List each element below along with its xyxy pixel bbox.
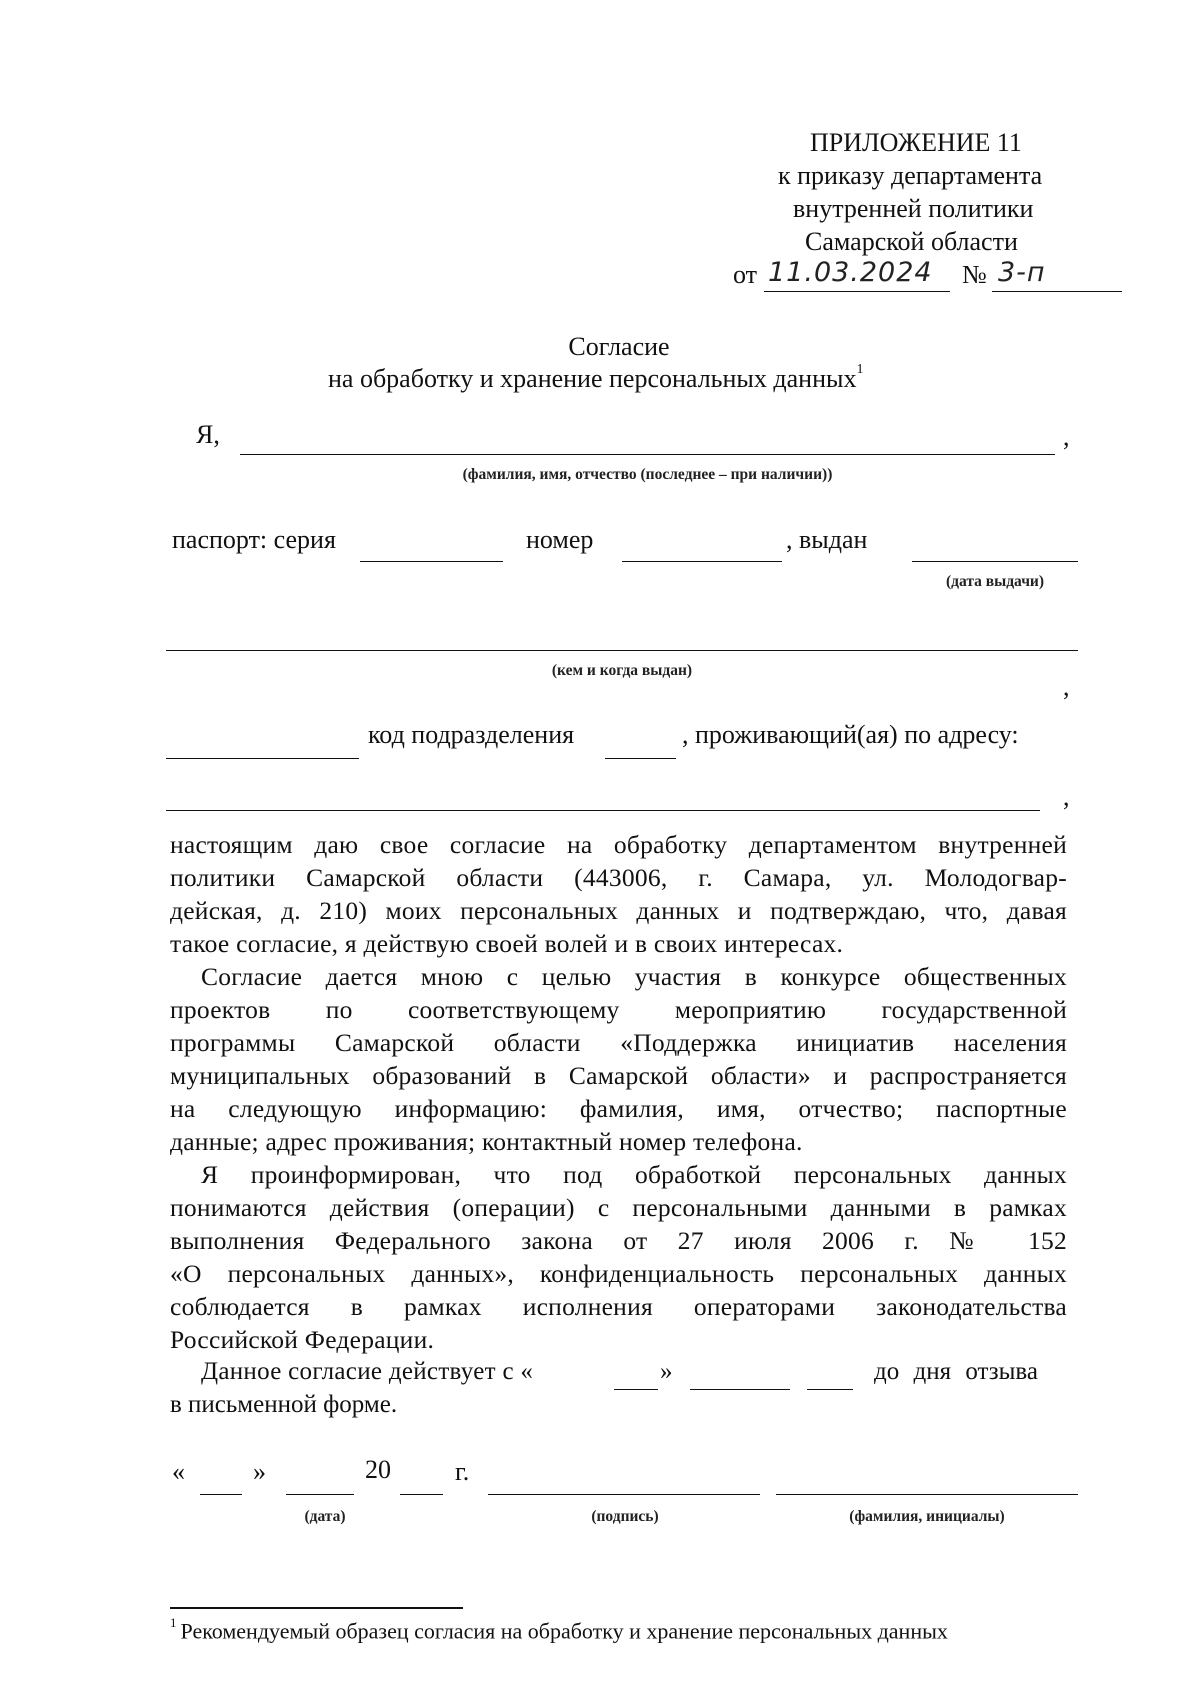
footnote-separator	[170, 1607, 463, 1609]
order-number-prefix: №	[962, 260, 987, 289]
passport-number-line[interactable]	[622, 561, 782, 562]
issue-date-line[interactable]	[912, 561, 1078, 562]
header-line-2: внутренней политики	[793, 194, 1034, 223]
body-p2-line-4: муниципальных образований в Самарской области» и распространяется	[170, 1061, 1067, 1090]
passport-issued-label: , выдан	[786, 525, 868, 554]
body-p2-line-1: Согласие дается мною с целью участия в конкурсе общественных	[201, 962, 1067, 991]
issued-by-line[interactable]	[166, 650, 1078, 651]
validity-until: до дня отзыва	[874, 1358, 1038, 1385]
body-p3-line-4: «О персональных данных», конфиденциальность персональных данных	[170, 1259, 1067, 1288]
name-initials-line[interactable]	[776, 1494, 1078, 1495]
footnote-mark: 1	[170, 1615, 177, 1630]
passport-series-label: паспорт: серия	[172, 525, 336, 554]
body-p2-line-5: на следующую информацию: фамилия, имя, отчество; паспортные	[170, 1094, 1067, 1123]
sign-year-prefix: 20	[365, 1455, 391, 1484]
i-label: Я,	[196, 420, 220, 449]
body-p1-line-4: такое согласие, я действую своей волей и в своих интересах.	[170, 929, 844, 958]
signature-line[interactable]	[488, 1494, 760, 1495]
validity-quote-close: »	[660, 1358, 673, 1385]
body-p3-line-3: выполнения Федерального закона от 27 июля 2006 г. № 152	[170, 1226, 1067, 1255]
header-line-3: Самарской области	[805, 227, 1018, 256]
validity-month-line[interactable]	[690, 1389, 790, 1390]
footnote-text: Рекомендуемый образец согласия на обработку и хранение персональных данных	[180, 1618, 948, 1644]
sign-year-line[interactable]	[400, 1494, 443, 1495]
order-date-line	[764, 291, 950, 292]
validity-day-line[interactable]	[614, 1389, 658, 1390]
body-p2-line-3: программы Самарской области «Поддержка инициатив населения	[170, 1028, 1067, 1057]
date-caption: (дата)	[304, 1508, 346, 1525]
division-code-line[interactable]	[605, 758, 676, 759]
body-p3-line-6: Российской Федерации.	[170, 1325, 435, 1354]
signature-caption: (подпись)	[591, 1508, 659, 1525]
title-footnote-mark: 1	[856, 362, 864, 378]
order-number-line	[992, 291, 1122, 292]
fio-field-line[interactable]	[240, 454, 1055, 455]
body-p1-line-2: политики Самарской области (443006, г. Самара, ул. Молодогвар-	[170, 863, 1067, 892]
footnote	[170, 1615, 948, 1644]
name-initials-caption: (фамилия, инициалы)	[849, 1508, 1005, 1525]
division-code-label: код подразделения	[368, 720, 575, 749]
order-date-handwritten: 11.03.2024	[768, 257, 933, 288]
order-date-prefix: от	[733, 260, 758, 289]
document-subtitle: на обработку и хранение персональных данных$^1$	[328, 362, 864, 393]
body-p2-line-2: проектов по соответствующему мероприятию государственной	[170, 995, 1067, 1024]
passport-series-line[interactable]	[360, 561, 503, 562]
address-comma: ,	[1063, 782, 1070, 811]
body-p1-line-1: настоящим даю свое согласие на обработку департаментом внутренней	[170, 830, 1067, 859]
address-field-line[interactable]	[166, 810, 1040, 811]
sign-year-suffix: г.	[455, 1457, 470, 1486]
body-p2-line-6: данные; адрес проживания; контактный номер телефона.	[170, 1127, 803, 1156]
body-p3-line-2: понимаются действия (операции) с персональными данными в рамках	[170, 1193, 1067, 1222]
issued-by-comma: ,	[1063, 672, 1070, 701]
appendix-title: ПРИЛОЖЕНИЕ 11	[810, 128, 1022, 157]
issue-date-caption: (дата выдачи)	[945, 573, 1045, 590]
issued-by-caption: (кем и когда выдан)	[551, 662, 693, 679]
order-number-handwritten: 3-п	[998, 257, 1046, 288]
sign-quote-open: «	[172, 1457, 185, 1486]
sign-month-line[interactable]	[286, 1494, 354, 1495]
validity-line-2: в письменной форме.	[170, 1391, 398, 1418]
fio-comma: ,	[1063, 422, 1070, 451]
body-p1-line-3: дейская, д. 210) моих персональных данных и подтверждаю, что, давая	[170, 896, 1067, 925]
passport-number-label: номер	[526, 525, 594, 554]
document-title: Согласие	[568, 332, 670, 361]
sign-day-line[interactable]	[200, 1494, 242, 1495]
issued-by-line-continued[interactable]	[166, 758, 359, 759]
validity-year-line[interactable]	[807, 1389, 853, 1390]
residing-label: , проживающий(ая) по адресу:	[682, 720, 1019, 749]
header-line-1: к приказу департамента	[778, 161, 1043, 190]
validity-label: Данное согласие действует с «	[201, 1358, 534, 1385]
body-p3-line-1: Я проинформирован, что под обработкой персональных данных	[201, 1160, 1067, 1189]
sign-quote-close: »	[253, 1457, 266, 1486]
body-p3-line-5: соблюдается в рамках исполнения операторами законодательства	[170, 1292, 1067, 1321]
fio-caption: (фамилия, имя, отчество (последнее – при наличии))	[462, 466, 833, 483]
